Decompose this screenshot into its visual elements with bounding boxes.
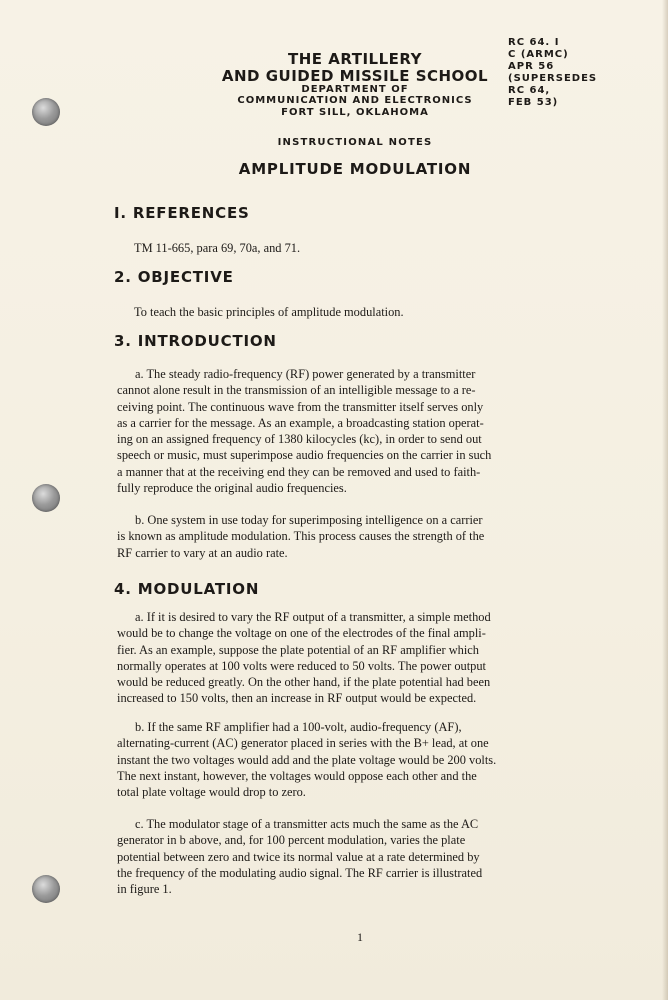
text-line: a. The steady radio-frequency (RF) power generated by a transmitter: [135, 367, 476, 381]
doc-ref-line: C (ARMC): [508, 49, 569, 60]
text-line: would be to change the voltage on one of the electrodes of the final ampli-: [117, 626, 486, 641]
department-line2: COMMUNICATION AND ELECTRONICS: [237, 95, 473, 106]
page-number: 1: [357, 930, 363, 944]
modulation-paragraph-a: [117, 609, 612, 707]
text-line: potential between zero and twice its normal value at a rate determined by: [117, 849, 480, 864]
school-name-line2: AND GUIDED MISSILE SCHOOL: [221, 67, 489, 85]
text-line: generator in b above, and, for 100 percent modulation, varies the plate: [117, 833, 466, 848]
doc-type: INSTRUCTIONAL NOTES: [277, 137, 433, 148]
text-line: cannot alone result in the transmission of an intelligible message to a re-: [117, 383, 476, 398]
text-line: would be reduced greatly. On the other hand, if the plate potential had been: [117, 675, 491, 690]
intro-paragraph-a: [117, 366, 612, 496]
modulation-paragraph-c: [117, 816, 612, 897]
doc-ref-line: APR 56: [508, 61, 555, 72]
text-line: total plate voltage would drop to zero.: [117, 785, 306, 800]
text-line: as a carrier for the message. As an example, a broadcasting station operat-: [117, 415, 484, 430]
text-line: in figure 1.: [117, 882, 172, 897]
text-line: normally operates at 100 volts were reduced to 50 volts. The power output: [117, 658, 486, 673]
punch-hole-top: [32, 98, 60, 126]
text-line: the frequency of the modulating audio signal. The RF carrier is illustrated: [117, 865, 483, 880]
text-line: ceiving point. The continuous wave from the transmitter itself serves only: [117, 399, 484, 414]
modulation-paragraph-b: [117, 719, 612, 800]
page-edge-shadow: [662, 0, 668, 1000]
text-line: ing on an assigned frequency of 1380 kilocycles (kc), in order to send out: [117, 432, 482, 447]
text-line: is known as amplitude modulation. This process causes the strength of the: [117, 529, 485, 544]
text-line: alternating-current (AC) generator placed in series with the B+ lead, at one: [117, 736, 489, 751]
text-line: fully reproduce the original audio frequencies.: [117, 481, 347, 496]
doc-ref-line: (SUPERSEDES: [508, 73, 598, 84]
intro-paragraph-b: [117, 512, 612, 561]
section-heading-objective: 2. OBJECTIVE: [114, 268, 234, 286]
text-line: a manner that at the receiving end they can be removed and used to faith-: [117, 464, 481, 479]
objective-text: To teach the basic principles of amplitude modulation.: [134, 305, 404, 319]
department-line1: DEPARTMENT OF: [301, 84, 409, 95]
section-heading-modulation: 4. MODULATION: [114, 580, 260, 598]
text-line: The next instant, however, the voltages would oppose each other and the: [117, 768, 477, 783]
punch-hole-bottom: [32, 875, 60, 903]
text-line: increased to 150 volts, then an increase in RF output would be expected.: [117, 691, 477, 706]
school-name-line1: THE ARTILLERY: [287, 50, 422, 68]
text-line: fier. As an example, suppose the plate potential of an RF amplifier which: [117, 642, 479, 657]
text-line: instant the two voltages would add and the plate voltage would be 200 volts.: [117, 752, 497, 767]
references-text: TM 11-665, para 69, 70a, and 71.: [134, 241, 301, 255]
doc-ref-line: RC 64,: [508, 85, 551, 96]
location-line: FORT SILL, OKLAHOMA: [281, 107, 429, 118]
document-reference: [508, 37, 618, 109]
text-line: a. If it is desired to vary the RF output of a transmitter, a simple method: [135, 610, 491, 624]
document-title: AMPLITUDE MODULATION: [238, 160, 472, 178]
section-heading-introduction: 3. INTRODUCTION: [114, 332, 277, 350]
doc-ref-line: FEB 53): [508, 97, 559, 108]
text-line: b. One system in use today for superimposing intelligence on a carrier: [135, 513, 483, 527]
text-line: b. If the same RF amplifier had a 100-volt, audio-frequency (AF),: [135, 720, 462, 734]
section-heading-references: I. REFERENCES: [114, 204, 250, 222]
text-line: c. The modulator stage of a transmitter acts much the same as the AC: [135, 817, 479, 831]
text-line: RF carrier to vary at an audio rate.: [117, 545, 288, 560]
punch-hole-middle: [32, 484, 60, 512]
doc-ref-line: RC 64. I: [508, 37, 560, 48]
text-line: speech or music, must superimpose audio frequencies on the carrier in such: [117, 448, 492, 463]
